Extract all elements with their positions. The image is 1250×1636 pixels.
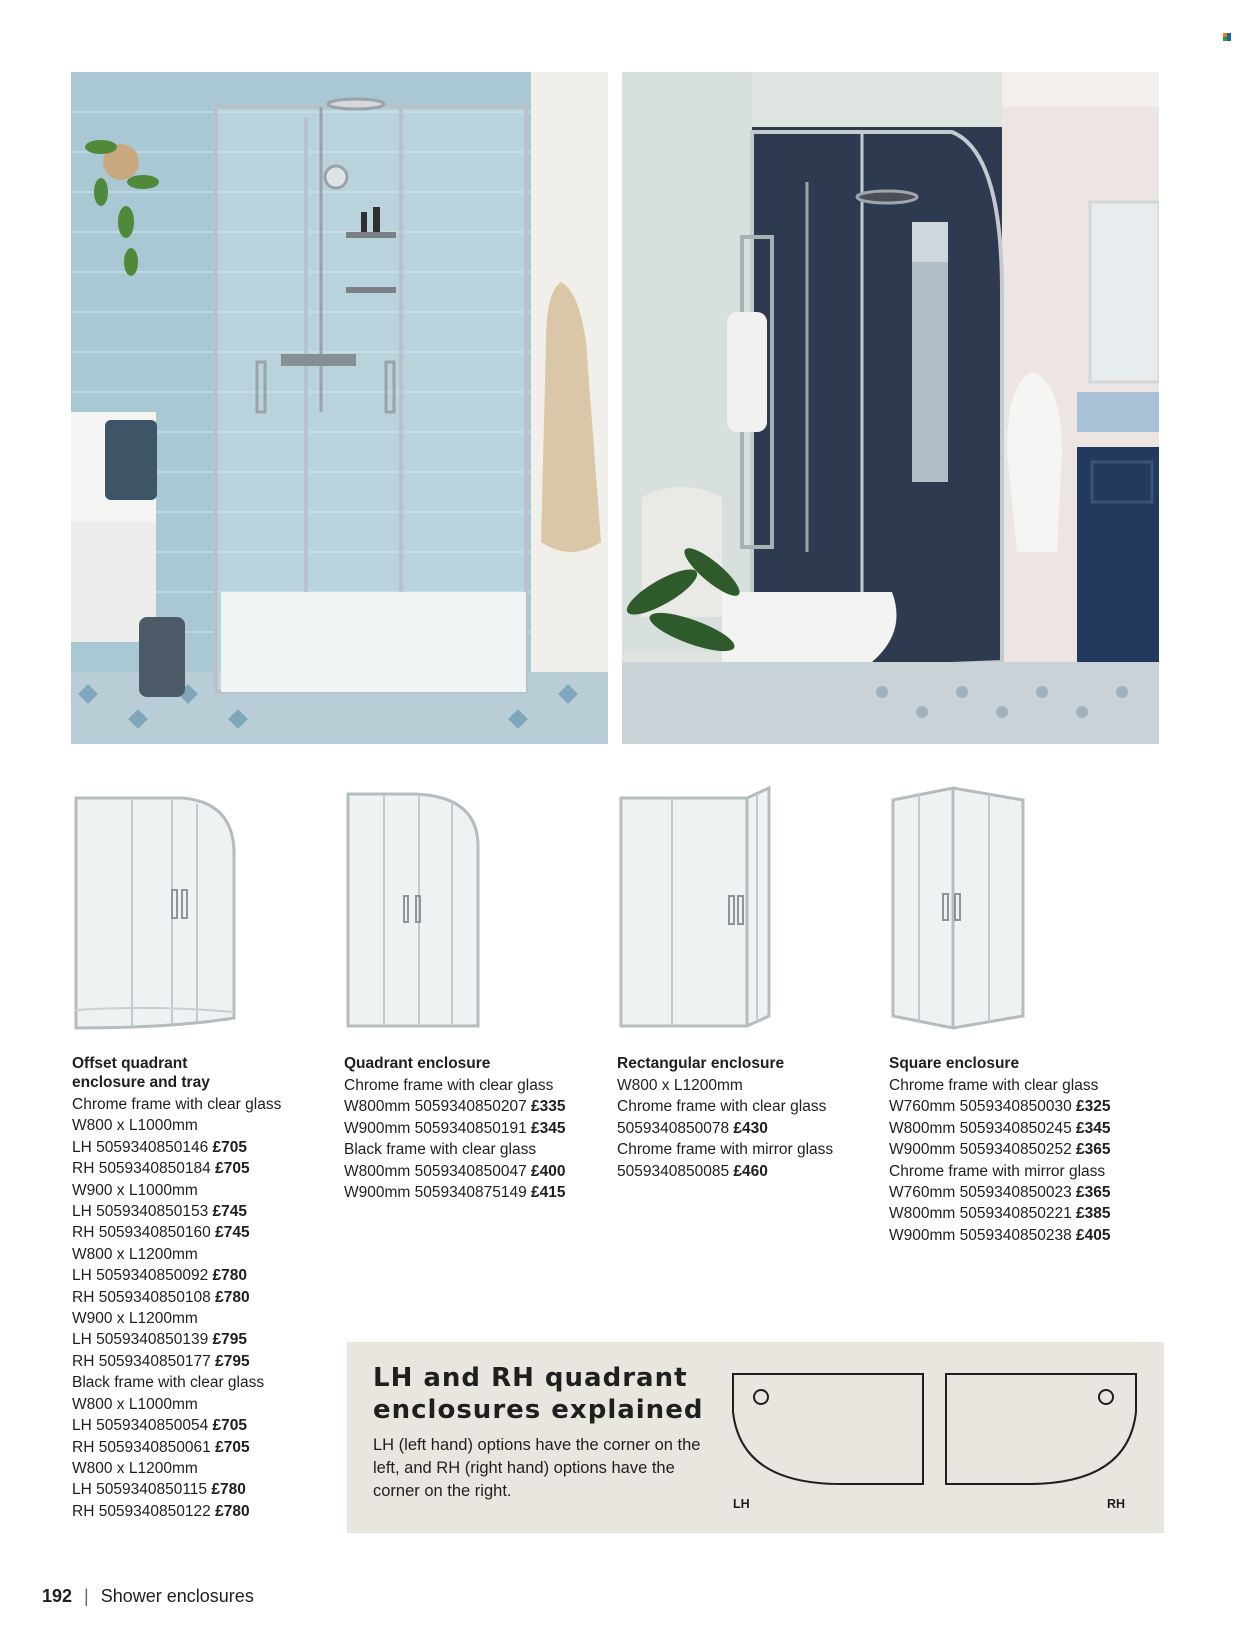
photo-square-shower	[71, 72, 608, 744]
rh-quadrant-diagram	[944, 1372, 1138, 1487]
price: £705	[215, 1160, 250, 1178]
spec-line	[72, 1222, 322, 1243]
quadrant-enclosure-image	[344, 786, 482, 1033]
page-footer	[42, 1586, 254, 1607]
price: £385	[1076, 1205, 1111, 1223]
price: £795	[212, 1331, 247, 1349]
spec-text: Chrome frame with mirror glass	[889, 1162, 1106, 1180]
spec-line	[72, 1180, 322, 1201]
spec-list	[72, 1094, 322, 1522]
spec-line	[72, 1329, 322, 1350]
spec-text: 5059340850078	[617, 1119, 730, 1137]
spec-line	[72, 1394, 322, 1415]
price: £780	[211, 1481, 246, 1499]
spec-line	[344, 1118, 594, 1139]
spec-line	[72, 1265, 322, 1286]
spec-text: Chrome frame with clear glass	[72, 1096, 282, 1113]
spec-line	[889, 1096, 1139, 1117]
price: £345	[1076, 1119, 1111, 1137]
spec-line	[617, 1096, 867, 1117]
product-rectangular	[617, 1054, 867, 1182]
spec-list	[889, 1075, 1139, 1246]
spec-text: W800 x L1200mm	[72, 1459, 198, 1477]
spec-text: W800mm 5059340850207	[344, 1098, 527, 1116]
spec-line	[617, 1161, 867, 1182]
spec-text: W900mm 5059340850191	[344, 1119, 527, 1137]
spec-text: LH 5059340850054	[72, 1417, 209, 1435]
brand-mark-icon	[1223, 33, 1231, 41]
spec-text: W760mm 5059340850030	[889, 1098, 1072, 1116]
price: £345	[531, 1119, 566, 1137]
explainer-body: LH (left hand) options have the corner on the left, and RH (right hand) options have the corner on the right.	[373, 1436, 701, 1500]
product-title: Quadrant enclosure	[344, 1055, 491, 1072]
spec-line	[889, 1161, 1139, 1182]
price: £325	[1076, 1098, 1111, 1116]
spec-text: Black frame with clear glass	[344, 1141, 537, 1159]
spec-list	[617, 1075, 867, 1182]
product-quadrant	[344, 1054, 594, 1203]
spec-text: W800mm 5059340850245	[889, 1119, 1072, 1137]
price: £780	[212, 1267, 247, 1285]
spec-text: RH 5059340850061	[72, 1438, 211, 1456]
spec-line	[889, 1182, 1139, 1203]
price: £365	[1076, 1184, 1111, 1202]
price: £705	[212, 1138, 247, 1156]
spec-line	[72, 1158, 322, 1179]
footer-separator: |	[84, 1586, 89, 1606]
spec-line	[617, 1118, 867, 1139]
price: £705	[212, 1417, 247, 1435]
spec-text: W800 x L1200mm	[617, 1077, 743, 1094]
rh-label: RH	[1107, 1497, 1126, 1511]
spec-line	[72, 1094, 322, 1115]
price: £780	[215, 1502, 250, 1520]
price: £745	[212, 1203, 247, 1221]
spec-line	[72, 1137, 322, 1158]
spec-text: W900mm 5059340850252	[889, 1141, 1072, 1159]
spec-text: RH 5059340850108	[72, 1288, 211, 1306]
spec-line	[344, 1096, 594, 1117]
spec-text: W800 x L1000mm	[72, 1117, 198, 1135]
spec-line	[72, 1437, 322, 1458]
price: £400	[531, 1162, 566, 1180]
spec-line	[72, 1458, 322, 1479]
explainer-title: LH and RH quadrant enclosures explained	[373, 1363, 704, 1425]
spec-text: LH 5059340850146	[72, 1138, 209, 1156]
spec-text: Chrome frame with clear glass	[617, 1098, 827, 1116]
product-title: Rectangular enclosure	[617, 1055, 785, 1072]
product-title: Offset quadrant enclosure and tray	[72, 1055, 210, 1091]
product-title: Square enclosure	[889, 1055, 1020, 1072]
spec-text: W900 x L1000mm	[72, 1181, 198, 1199]
spec-line	[889, 1203, 1139, 1224]
spec-line	[344, 1139, 594, 1160]
spec-text: W760mm 5059340850023	[889, 1184, 1072, 1202]
spec-text: W900mm 5059340875149	[344, 1184, 527, 1202]
section-name: Shower enclosures	[100, 1586, 254, 1606]
square-enclosure-image	[889, 782, 1029, 1032]
price: £780	[215, 1288, 250, 1306]
spec-line	[617, 1075, 867, 1096]
product-square	[889, 1054, 1139, 1246]
spec-line	[72, 1479, 322, 1500]
spec-line	[344, 1075, 594, 1096]
spec-line	[344, 1161, 594, 1182]
spec-line	[72, 1287, 322, 1308]
spec-text: Chrome frame with mirror glass	[617, 1141, 834, 1159]
page-number: 192	[42, 1586, 73, 1606]
lh-quadrant-diagram	[731, 1372, 925, 1487]
spec-line	[889, 1075, 1139, 1096]
spec-text: W800mm 5059340850047	[344, 1162, 527, 1180]
spec-line	[617, 1139, 867, 1160]
rectangular-enclosure-image	[617, 782, 773, 1032]
spec-text: W800 x L1000mm	[72, 1395, 198, 1413]
spec-text: W900 x L1200mm	[72, 1310, 198, 1328]
spec-text: RH 5059340850184	[72, 1160, 211, 1178]
spec-line	[72, 1415, 322, 1436]
spec-line	[72, 1351, 322, 1372]
lh-label: LH	[733, 1497, 750, 1511]
offset-quadrant-enclosure-image	[72, 790, 238, 1033]
photo-quadrant-shower	[622, 72, 1159, 744]
spec-text: 5059340850085	[617, 1162, 730, 1180]
spec-text: W800mm 5059340850221	[889, 1205, 1072, 1223]
spec-text: LH 5059340850092	[72, 1267, 209, 1285]
product-offset-quadrant	[72, 1054, 322, 1522]
spec-text: Black frame with clear glass	[72, 1374, 265, 1392]
spec-text: Chrome frame with clear glass	[889, 1077, 1099, 1094]
price: £365	[1076, 1141, 1111, 1159]
spec-line	[72, 1372, 322, 1393]
spec-text: LH 5059340850139	[72, 1331, 209, 1349]
spec-list	[344, 1075, 594, 1203]
spec-line	[72, 1244, 322, 1265]
price: £460	[733, 1162, 768, 1180]
lh-rh-explainer-panel	[347, 1342, 1164, 1533]
spec-text: LH 5059340850115	[72, 1481, 208, 1499]
price: £795	[215, 1352, 250, 1370]
price: £745	[215, 1224, 250, 1242]
price: £405	[1076, 1226, 1111, 1244]
spec-text: LH 5059340850153	[72, 1203, 209, 1221]
spec-line	[72, 1115, 322, 1136]
price: £430	[733, 1119, 768, 1137]
spec-line	[889, 1139, 1139, 1160]
price: £705	[215, 1438, 250, 1456]
spec-line	[344, 1182, 594, 1203]
spec-text: RH 5059340850160	[72, 1224, 211, 1242]
spec-line	[889, 1118, 1139, 1139]
spec-text: Chrome frame with clear glass	[344, 1077, 554, 1094]
spec-text: RH 5059340850122	[72, 1502, 211, 1520]
spec-line	[72, 1308, 322, 1329]
spec-line	[72, 1501, 322, 1522]
spec-line	[72, 1201, 322, 1222]
price: £415	[531, 1184, 566, 1202]
spec-text: W800 x L1200mm	[72, 1245, 198, 1263]
spec-text: RH 5059340850177	[72, 1352, 211, 1370]
price: £335	[531, 1098, 566, 1116]
spec-text: W900mm 5059340850238	[889, 1226, 1072, 1244]
spec-line	[889, 1225, 1139, 1246]
